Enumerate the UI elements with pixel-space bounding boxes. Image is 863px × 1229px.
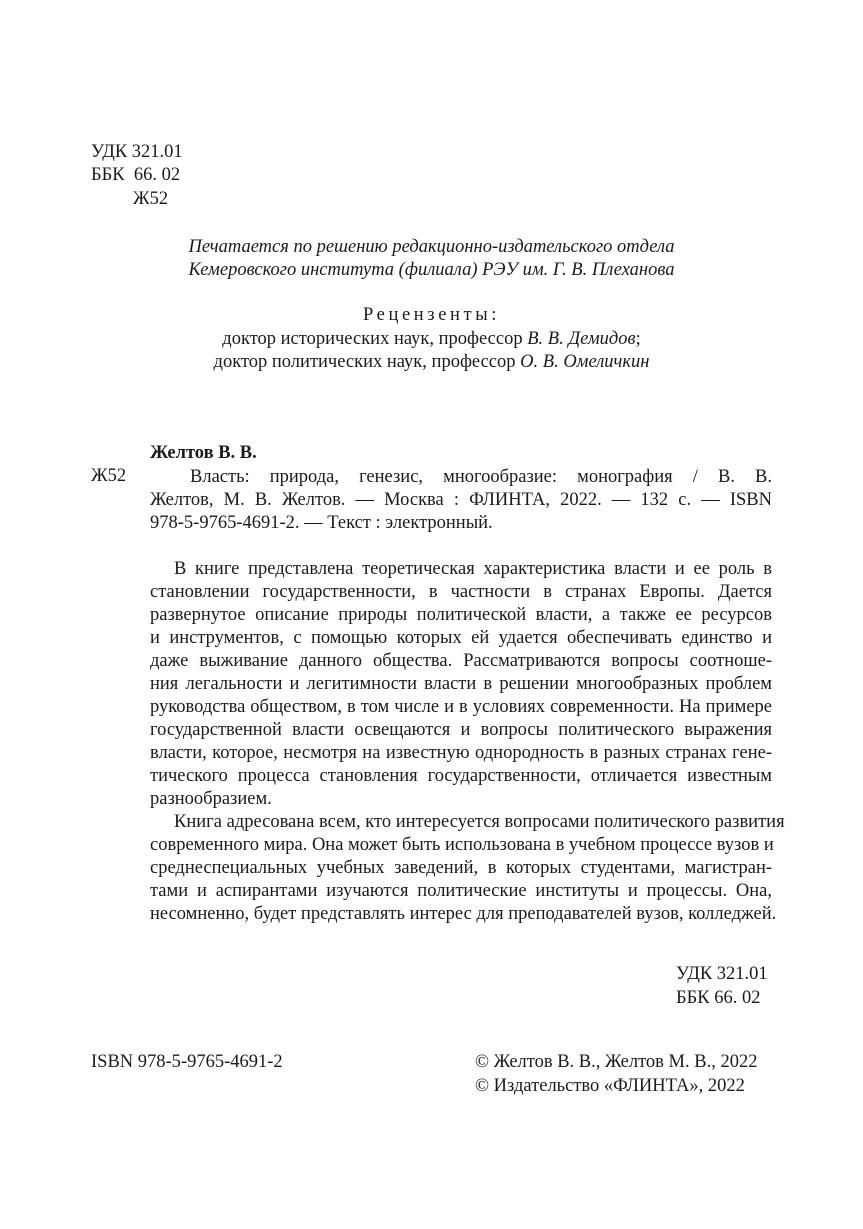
copyright-authors: © Желтов В. В., Желтов М. В., 2022 — [475, 1052, 758, 1072]
udk-code: УДК 321.01 — [91, 142, 183, 162]
footer-bbk-code: ББК 66. 02 — [676, 988, 761, 1008]
abstract-p1-line: руководства обществом, в том числе и в условиях современности. На примере — [150, 697, 772, 717]
isbn: ISBN 978-5-9765-4691-2 — [91, 1052, 283, 1072]
reviewer-2-name: О. В. Омеличкин — [520, 352, 650, 372]
bbk-code: ББК 66. 02 — [91, 165, 181, 185]
abstract-p1-line: государственной власти освещаются и вопросы политического выражения — [150, 720, 772, 740]
reviewer-1-suffix: ; — [635, 329, 641, 349]
reviewer-2-role: доктор политических наук, профессор — [213, 352, 521, 372]
publication-note-line-1: Печатается по решению редакционно-издательского отдела — [188, 237, 675, 257]
reviewer-1-role: доктор исторических наук, профессор — [222, 329, 528, 349]
reviewer-1-name: В. В. Демидов — [527, 329, 636, 349]
bib-line-3: 978-5-9765-4691-2. — Текст : электронный. — [150, 513, 493, 533]
abstract-p1-line: и инструментов, с помощью которых ей удается обеспечивать единство и — [150, 628, 772, 648]
abstract-p1-line: даже выживание данного общества. Рассматриваются вопросы соотноше- — [150, 651, 772, 671]
abstract-p2-line: современного мира. Она может быть использована в учебном процессе вузов и — [150, 835, 774, 855]
copyright-publisher: © Издательство «ФЛИНТА», 2022 — [475, 1076, 745, 1096]
reviewers-title: Рецензенты: — [363, 305, 500, 325]
abstract-p1-line: власти, которое, несмотря на известную однородность в разных странах гене- — [150, 743, 772, 763]
bib-index: Ж52 — [91, 466, 127, 486]
reviewer-1 — [0, 329, 863, 350]
bib-author: Желтов В. В. — [150, 443, 257, 463]
bib-line-2: Желтов, М. В. Желтов. — Москва : ФЛИНТА, 2022. — 132 с. — ISBN — [150, 490, 772, 510]
abstract-p1-line: развернутое описание природы политической власти, а также ее ресурсов — [150, 605, 772, 625]
abstract-p1-line: ния легальности и легитимности власти в решении многообразных проблем — [150, 674, 772, 694]
bib-line-1: Власть: природа, генезис, многообразие: монография / В. В. — [190, 467, 772, 487]
abstract-p2-line: Книга адресована всем, кто интересуется вопросами политического развития — [174, 812, 785, 832]
abstract-p2-line: среднеспециальных учебных заведений, в которых студентами, магистран- — [150, 858, 772, 878]
abstract-p1-line: тического процесса становления государственности, отличается известным — [150, 766, 772, 786]
abstract-p2-line: тами и аспирантами изучаются политические институты и процессы. Она, — [150, 881, 772, 901]
abstract-p1-line: В книге представлена теоретическая характеристика власти и ее роль в — [174, 559, 772, 579]
author-index: Ж52 — [133, 189, 169, 209]
abstract-p1-line: разнообразием. — [150, 789, 272, 809]
abstract-p2-line: несомненно, будет представлять интерес для преподавателей вузов, колледжей. — [150, 904, 777, 924]
reviewer-2 — [0, 352, 863, 373]
publication-note-line-2: Кемеровского института (филиала) РЭУ им. Г. В. Плеханова — [188, 260, 675, 280]
abstract-p1-line: становлении государственности, в частности в странах Европы. Дается — [150, 582, 772, 602]
footer-udk-code: УДК 321.01 — [676, 964, 768, 984]
